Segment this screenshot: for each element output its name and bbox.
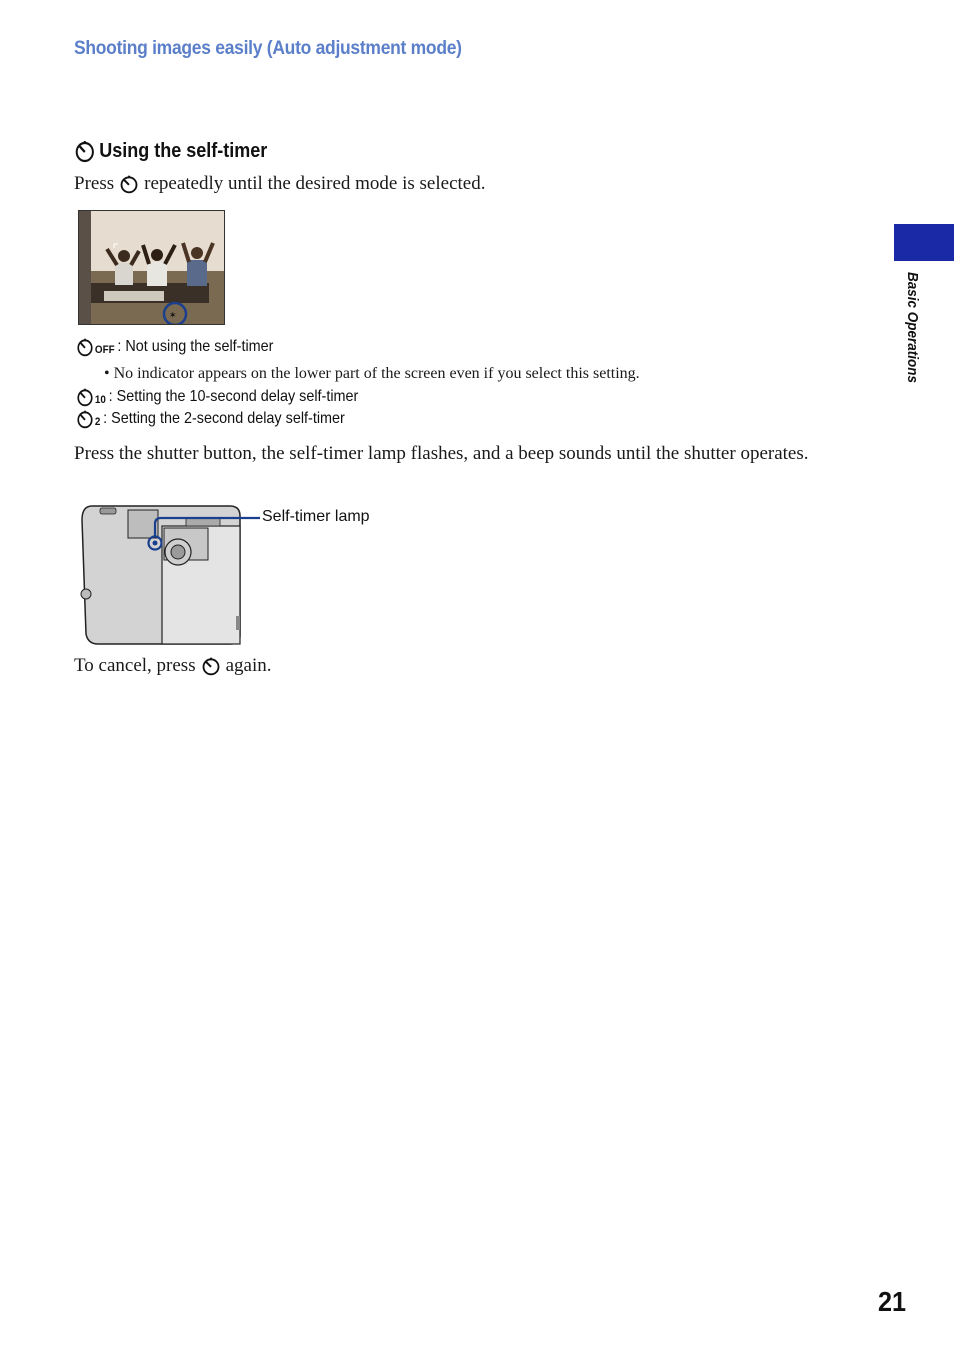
cancel-before: To cancel, press — [74, 655, 196, 676]
self-timer-2-icon — [76, 409, 94, 429]
svg-text:✶: ✶ — [169, 310, 177, 320]
self-timer-lamp-label: Self-timer lamp — [262, 508, 370, 525]
cancel-paragraph — [74, 654, 272, 678]
self-timer-icon — [119, 174, 139, 194]
camera-diagram — [78, 500, 268, 650]
self-timer-10-icon — [76, 387, 94, 407]
note-text: No indicator appears on the lower part of the screen even if you select this setting. — [113, 365, 640, 382]
option-label: : Not using the self-timer — [117, 338, 274, 355]
self-timer-off-icon — [76, 337, 94, 357]
running-header: Shooting images easily (Auto adjustment mode) — [74, 38, 462, 59]
chapter-label — [903, 272, 923, 412]
option-label: : Setting the 2-second delay self-timer — [103, 410, 345, 427]
option-suffix: OFF — [94, 344, 115, 356]
chapter-tab — [894, 224, 954, 261]
screen-example-photo — [78, 210, 225, 325]
section-title — [74, 139, 267, 163]
intro-paragraph — [74, 172, 485, 196]
intro-before: Press — [74, 173, 115, 194]
chapter-label-text: Basic Operations — [904, 272, 921, 384]
section-title-text: Using the self-timer — [99, 139, 268, 162]
cancel-after: again. — [225, 655, 272, 676]
self-timer-icon — [201, 656, 221, 676]
page-number: 21 — [878, 1286, 907, 1317]
bullet-mark: • — [104, 365, 114, 382]
people-photo-illustration — [79, 211, 225, 325]
option-self-timer-10 — [76, 387, 358, 407]
note-bullet — [104, 365, 640, 383]
self-timer-icon — [74, 139, 96, 163]
intro-after: repeatedly until the desired mode is selected. — [144, 173, 486, 194]
shutter-paragraph: Press the shutter button, the self-timer lamp flashes, and a beep sounds until the shutter operates. — [74, 443, 809, 464]
option-suffix: 2 — [94, 416, 101, 428]
option-self-timer-2 — [76, 409, 345, 429]
option-self-timer-off — [76, 337, 273, 357]
option-label: : Setting the 10-second delay self-timer — [108, 388, 359, 405]
option-suffix: 10 — [94, 394, 106, 406]
